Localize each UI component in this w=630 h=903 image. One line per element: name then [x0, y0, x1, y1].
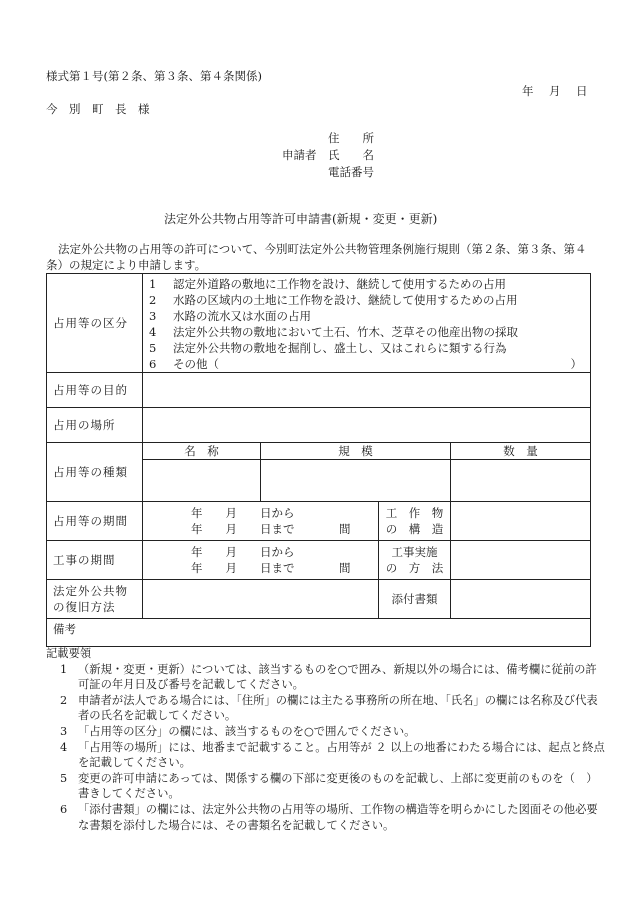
remarks-field[interactable] [47, 619, 591, 647]
intro-text: 法定外公共物の占用等の許可について、今別町法定外公共物管理条例施行規則（第２条、第３条、第４条）の規定により申請します。 [46, 242, 587, 272]
applicant-phone-label: 電話番号 [328, 165, 374, 179]
work-period-field[interactable]: 年 月 日から 年 月 日まで 間 [143, 541, 379, 580]
type-scale-field[interactable] [261, 460, 451, 502]
restore-field[interactable] [143, 580, 379, 619]
type-col-qty: 数 量 [451, 443, 591, 460]
type-label: 占用等の種類 [47, 443, 143, 502]
type-name-field[interactable] [143, 460, 261, 502]
place-label: 占用の場所 [47, 408, 143, 443]
period-label: 占用等の期間 [47, 502, 143, 541]
addressee: 今 別 町 長 様 [46, 102, 150, 116]
structure-field[interactable] [451, 502, 591, 541]
applicant-name-label: 氏 名 [328, 148, 374, 162]
note-item: 6 「添付書類」の欄には、法定外公共物の占用等の場所、工作物の構造等を明らかにした図面その他必要な書類を添付した場合には、その書類名を記載してください。 [60, 802, 598, 832]
form-number: 様式第１号(第２条、第３条、第４条関係) [46, 69, 262, 83]
period-days-suffix: 間 [339, 522, 351, 536]
note-item: 5 変更の許可申請にあっては、関係する欄の下部に変更後のものを記載し、上部に変更前のものを（ ）書きしてください。 [60, 771, 598, 801]
category-row [47, 274, 591, 373]
date-line: 年 月 日 [522, 84, 590, 98]
note-item: 2 申請者が法人である場合には、「住所」の欄には主たる事務所の所在地、「氏名」の欄には名称及び代表者の氏名を記載してください。 [60, 693, 598, 723]
note-item: 4 「占用等の場所」には、地番まで記載すること。占用等が ２ 以上の地番にわたる場合には、起点と終点を記載してください。 [60, 740, 605, 770]
period-field[interactable]: 年 月 日から 年 月 日まで 間 [143, 502, 379, 541]
category-item-6[interactable]: 6 その他（ ） [149, 357, 582, 371]
purpose-label: 占用等の目的 [47, 373, 143, 408]
attach-label: 添付書類 [379, 580, 451, 619]
other-close-paren: ） [570, 357, 582, 371]
category-item-1[interactable]: 1 認定外道路の敷地に工作物を設け、継続して使用するための占用 [149, 277, 507, 291]
category-item-5[interactable]: 5 法定外公共物の敷地を掘削し、盛土し、又はこれらに類する行為 [149, 341, 507, 355]
method-field[interactable] [451, 541, 591, 580]
method-label: 工事実施 の 方 法 [379, 541, 451, 580]
notes-section [46, 646, 606, 833]
applicant-address-label: 住 所 [328, 131, 374, 145]
remarks-label: 備考 [53, 622, 76, 636]
attach-field[interactable] [451, 580, 591, 619]
note-item: 1 （新規・変更・更新）については、該当するものを○で囲み、新規以外の場合には、備考欄に従前の許可証の年月日及び番号を記載してください。 [60, 662, 597, 692]
category-label: 占用等の区分 [47, 274, 143, 373]
type-col-name: 名 称 [143, 443, 261, 460]
document-title: 法定外公共物占用等許可申請書(新規・変更・更新) [164, 212, 438, 226]
work-period-label: 工事の期間 [47, 541, 143, 580]
category-item-3[interactable]: 3 水路の流水又は水面の占用 [149, 309, 311, 323]
category-list [149, 274, 584, 372]
category-item-2[interactable]: 2 水路の区域内の土地に工作物を設け、継続して使用するための占用 [149, 293, 518, 307]
note-item: 3 「占用等の区分」の欄には、該当するものを○で囲んでください。 [60, 724, 416, 738]
notes-heading: 記載要領 [46, 647, 92, 660]
application-table [46, 273, 591, 647]
purpose-field[interactable] [143, 373, 591, 408]
type-qty-field[interactable] [451, 460, 591, 502]
category-item-4[interactable]: 4 法定外公共物の敷地において土石、竹木、芝草その他産出物の採取 [149, 325, 518, 339]
structure-label: 工 作 物 の 構 造 [379, 502, 451, 541]
restore-label: 法定外公共物 の復旧方法 [47, 580, 143, 619]
applicant-label: 申請者 [282, 148, 317, 162]
work-period-days-suffix: 間 [339, 561, 351, 575]
place-field[interactable] [143, 408, 591, 443]
type-col-scale: 規 模 [261, 443, 451, 460]
